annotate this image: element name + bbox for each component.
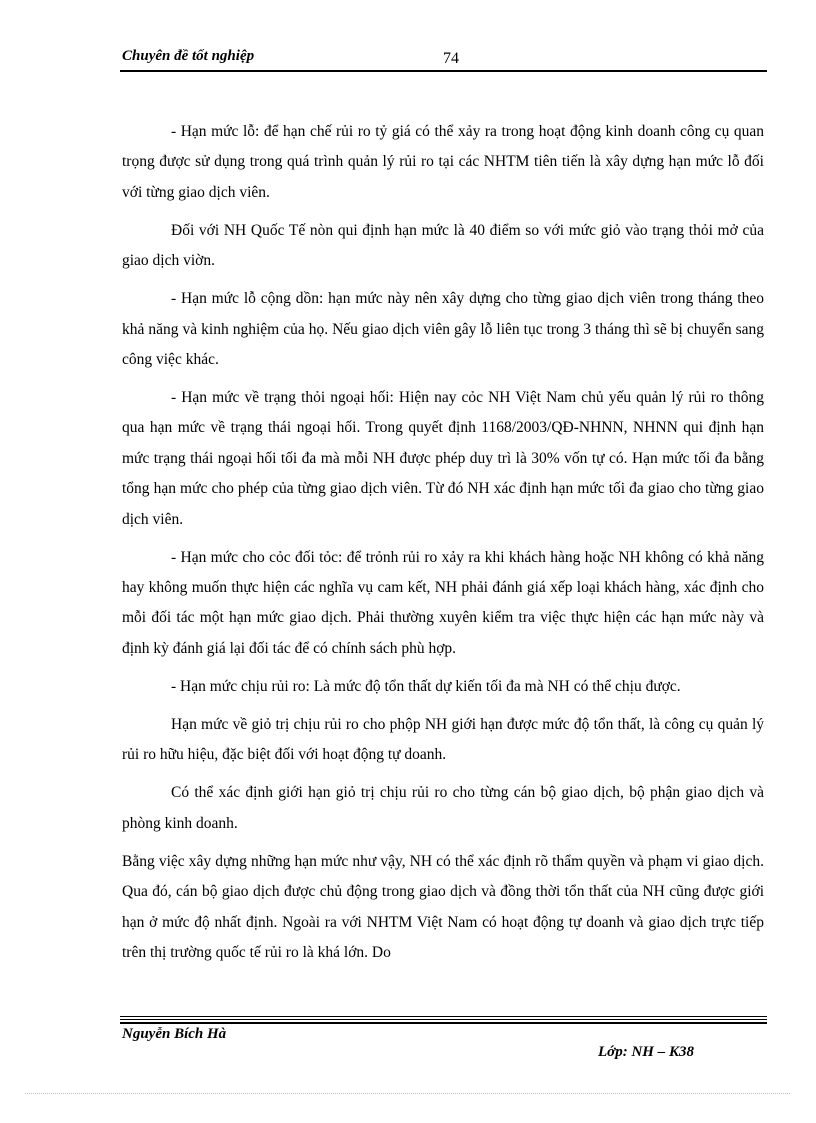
footer-rule	[120, 1016, 767, 1017]
page-number: 74	[443, 50, 459, 67]
paragraph-cumulative-loss: - Hạn mức lỗ cộng dồn: hạn mức này nên xây dựng cho từng giao dịch viên trong tháng theo khả năng và kinh nghiệm của họ. Nếu giao dịch viên gây lỗ liên tục trong 3 tháng thì sẽ bị chuyển sang công việc khác.	[122, 290, 764, 369]
footer-rule	[120, 1022, 767, 1024]
page-edge-divider	[25, 1093, 790, 1094]
header-rule	[120, 70, 767, 72]
paragraph-var-limit: Hạn mức về giỏ trị chịu rủi ro cho phộp NH giới hạn được mức độ tổn thất, là công cụ quản lý rủi ro hữu hiệu, đặc biệt đối với hoạt động tự doanh.	[122, 715, 764, 764]
paragraph-vib-limit: Đối với NH Quốc Tế nòn qui định hạn mức là 40 điểm so với mức giỏ vào trạng thỏi mở của giao dịch viờn.	[122, 221, 764, 270]
footer-rule	[120, 1019, 767, 1020]
paragraph-fx-position: - Hạn mức về trạng thỏi ngoại hối: Hiện nay cỏc NH Việt Nam chủ yếu quản lý rủi ro thông qua hạn mức về trạng thái ngoại hối. Trong quyết định 1168/2003/QĐ-NHNN, NHNN qui định hạn mức trạng thái ngoại hối tối đa mà mỗi NH được phép duy trì là 30% vốn tự có. Hạn mức tối đa bằng tổng hạn mức cho phép của từng giao dịch viên. Từ đó NH xác định hạn mức tối đa giao cho từng giao dịch viên.	[122, 389, 764, 528]
paragraph-counterparty: - Hạn mức cho cỏc đối tỏc: để trỏnh rủi ro xảy ra khi khách hàng hoặc NH không có khả năng hay không muốn thực hiện các nghĩa vụ cam kết, NH phải đánh giá xếp loại khách hàng, xác định cho mỗi đối tác một hạn mức giao dịch. Phải thường xuyên kiểm tra việc thực hiện các hạn mức này và định kỳ đánh giá lại đối tác để có chính sách phù hợp.	[122, 548, 764, 657]
paragraph-loss-limit: - Hạn mức lỗ: để hạn chế rủi ro tỷ giá có thể xảy ra trong hoạt động kinh doanh công cụ quan trọng được sử dụng trong quá trình quản lý rủi ro tại các NHTM tiên tiến là xây dựng hạn mức lỗ đối với từng giao dịch viên.	[122, 123, 764, 201]
footer-class: Lớp: NH – K38	[598, 1044, 694, 1060]
paragraph-conclusion: Bằng việc xây dựng những hạn mức như vậy, NH có thể xác định rõ thẩm quyền và phạm vi giao dịch. Qua đó, cán bộ giao dịch được chủ động trong giao dịch và đồng thời tổn thất của NH cũng được giới hạn ở mức độ nhất định. Ngoài ra với NHTM Việt Nam có hoạt động tự doanh và giao dịch trực tiếp trên thị trường quốc tế rủi ro là khá lớn. Do	[122, 852, 764, 961]
header-title: Chuyên đề tốt nghiệp	[122, 48, 255, 64]
document-body	[122, 117, 764, 976]
footer-author: Nguyễn Bích Hà	[122, 1026, 227, 1042]
paragraph-var-allocation: Có thể xác định giới hạn giỏ trị chịu rủi ro cho từng cán bộ giao dịch, bộ phận giao dịch và phòng kinh doanh.	[122, 784, 764, 832]
paragraph-risk-tolerance: - Hạn mức chịu rủi ro: Là mức độ tổn thất dự kiến tối đa mà NH có thể chịu được.	[171, 677, 681, 695]
